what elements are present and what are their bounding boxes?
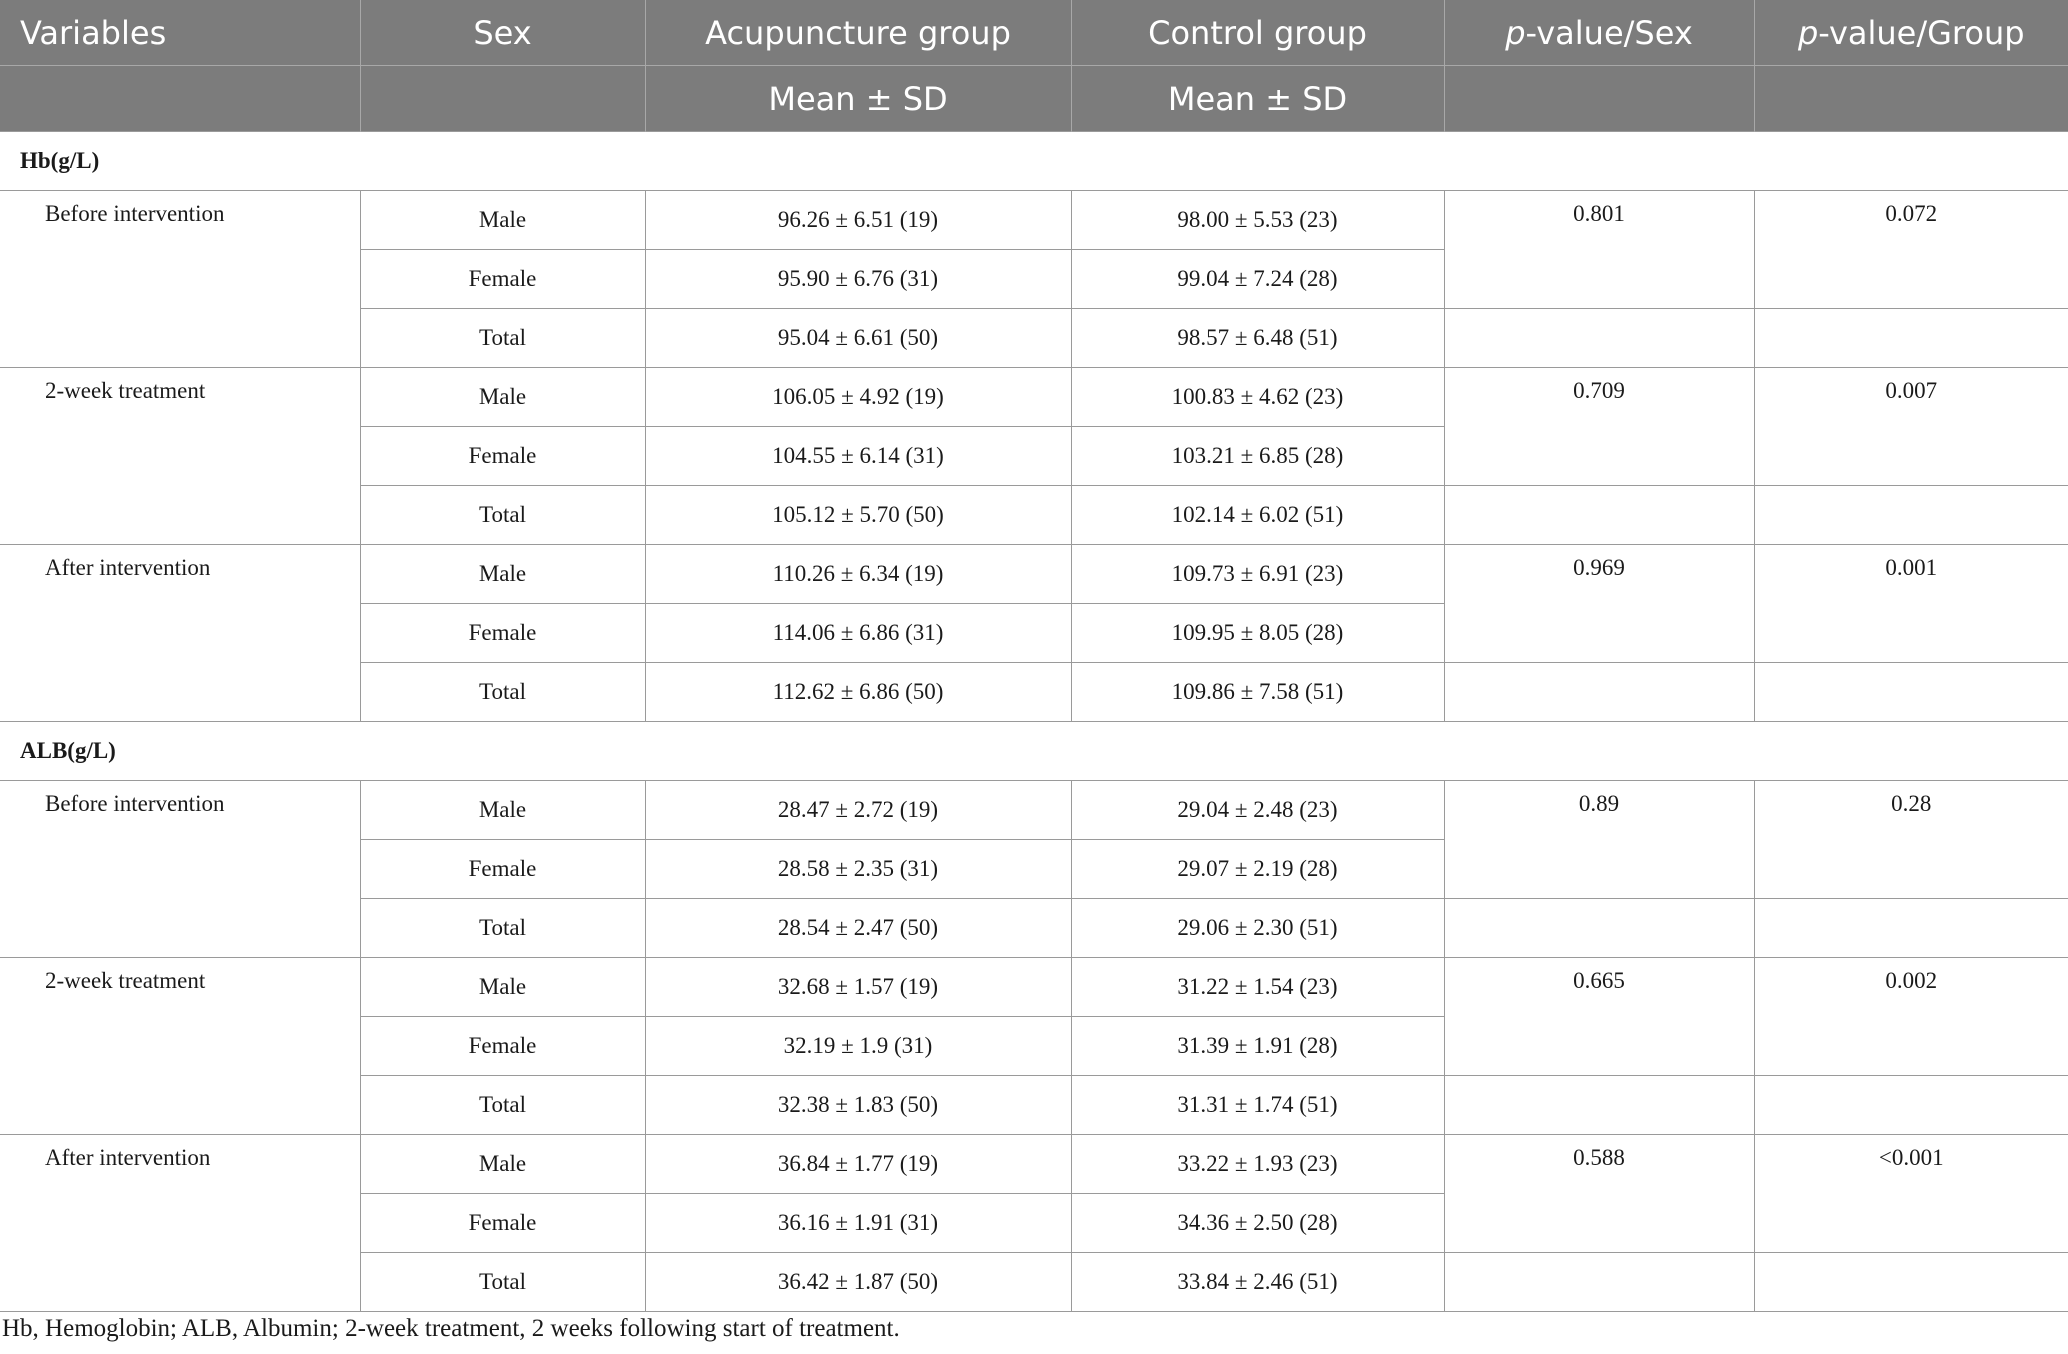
- sex-cell: Male: [360, 958, 645, 1017]
- control-value: 31.22 ± 1.54 (23): [1071, 958, 1444, 1017]
- header-control-mean-sd: Mean ± SD: [1071, 66, 1444, 132]
- control-value: 34.36 ± 2.50 (28): [1071, 1194, 1444, 1253]
- acupuncture-value: 32.68 ± 1.57 (19): [645, 958, 1071, 1017]
- sex-cell: Female: [360, 1194, 645, 1253]
- sex-cell: Total: [360, 663, 645, 722]
- table-header: [0, 0, 2068, 132]
- header-variables: Variables: [0, 0, 360, 66]
- timepoint-label: Before intervention: [0, 191, 360, 368]
- acupuncture-value: 28.47 ± 2.72 (19): [645, 781, 1071, 840]
- acupuncture-value: 28.58 ± 2.35 (31): [645, 840, 1071, 899]
- empty-cell: [1444, 309, 1754, 368]
- acupuncture-value: 96.26 ± 6.51 (19): [645, 191, 1071, 250]
- sex-cell: Female: [360, 604, 645, 663]
- acupuncture-value: 28.54 ± 2.47 (50): [645, 899, 1071, 958]
- acupuncture-value: 105.12 ± 5.70 (50): [645, 486, 1071, 545]
- control-value: 31.39 ± 1.91 (28): [1071, 1017, 1444, 1076]
- header-blank-5: [1444, 66, 1754, 132]
- empty-cell: [1754, 309, 2068, 368]
- sex-cell: Total: [360, 309, 645, 368]
- control-value: 33.22 ± 1.93 (23): [1071, 1135, 1444, 1194]
- timepoint-label: After intervention: [0, 545, 360, 722]
- empty-cell: [1754, 1253, 2068, 1312]
- acupuncture-value: 36.42 ± 1.87 (50): [645, 1253, 1071, 1312]
- p-value-sex: 0.969: [1444, 545, 1754, 663]
- p-value-sex: 0.665: [1444, 958, 1754, 1076]
- table-row: [0, 781, 2068, 840]
- p-value-sex: 0.709: [1444, 368, 1754, 486]
- acupuncture-value: 114.06 ± 6.86 (31): [645, 604, 1071, 663]
- header-sex: Sex: [360, 0, 645, 66]
- p-value-group: 0.072: [1754, 191, 2068, 309]
- sex-cell: Female: [360, 427, 645, 486]
- control-value: 33.84 ± 2.46 (51): [1071, 1253, 1444, 1312]
- empty-cell: [1444, 1253, 1754, 1312]
- control-value: 109.73 ± 6.91 (23): [1071, 545, 1444, 604]
- acupuncture-value: 32.19 ± 1.9 (31): [645, 1017, 1071, 1076]
- acupuncture-value: 106.05 ± 4.92 (19): [645, 368, 1071, 427]
- header-acupuncture-group: Acupuncture group: [645, 0, 1071, 66]
- sex-cell: Total: [360, 1253, 645, 1312]
- control-value: 31.31 ± 1.74 (51): [1071, 1076, 1444, 1135]
- acupuncture-value: 36.16 ± 1.91 (31): [645, 1194, 1071, 1253]
- sex-cell: Male: [360, 781, 645, 840]
- timepoint-label: 2-week treatment: [0, 368, 360, 545]
- control-value: 99.04 ± 7.24 (28): [1071, 250, 1444, 309]
- table-footnote: Hb, Hemoglobin; ALB, Albumin; 2-week treatment, 2 weeks following start of treatment.: [2, 1315, 900, 1342]
- sex-cell: Male: [360, 545, 645, 604]
- empty-cell: [1444, 899, 1754, 958]
- acupuncture-value: 110.26 ± 6.34 (19): [645, 545, 1071, 604]
- control-value: 109.86 ± 7.58 (51): [1071, 663, 1444, 722]
- section-row: [0, 722, 2068, 781]
- p-value-sex: 0.588: [1444, 1135, 1754, 1253]
- empty-cell: [1444, 1076, 1754, 1135]
- empty-cell: [1754, 663, 2068, 722]
- sex-cell: Female: [360, 250, 645, 309]
- empty-cell: [1754, 1076, 2068, 1135]
- acupuncture-value: 104.55 ± 6.14 (31): [645, 427, 1071, 486]
- control-value: 98.00 ± 5.53 (23): [1071, 191, 1444, 250]
- header-p-value-sex: [1444, 0, 1754, 66]
- sex-cell: Male: [360, 1135, 645, 1194]
- control-value: 103.21 ± 6.85 (28): [1071, 427, 1444, 486]
- header-p-value-group-rest: -value/Group: [1818, 13, 2025, 52]
- section-row: [0, 132, 2068, 191]
- sex-cell: Male: [360, 191, 645, 250]
- header-row-1: [0, 0, 2068, 66]
- table-row: [0, 191, 2068, 250]
- header-blank-2: [360, 66, 645, 132]
- header-control-group: Control group: [1071, 0, 1444, 66]
- empty-cell: [1754, 486, 2068, 545]
- header-blank-6: [1754, 66, 2068, 132]
- header-acupuncture-mean-sd: Mean ± SD: [645, 66, 1071, 132]
- acupuncture-value: 95.04 ± 6.61 (50): [645, 309, 1071, 368]
- table-row: [0, 545, 2068, 604]
- control-value: 102.14 ± 6.02 (51): [1071, 486, 1444, 545]
- p-value-group: <0.001: [1754, 1135, 2068, 1253]
- table-row: [0, 1135, 2068, 1194]
- sex-cell: Total: [360, 1076, 645, 1135]
- header-blank-1: [0, 66, 360, 132]
- control-value: 100.83 ± 4.62 (23): [1071, 368, 1444, 427]
- p-value-group: 0.28: [1754, 781, 2068, 899]
- sex-cell: Total: [360, 899, 645, 958]
- table-body: [0, 132, 2068, 1312]
- sex-cell: Total: [360, 486, 645, 545]
- empty-cell: [1444, 663, 1754, 722]
- table-row: [0, 958, 2068, 1017]
- header-p-value-group-p: p: [1797, 13, 1819, 52]
- header-p-value-sex-p: p: [1505, 13, 1526, 52]
- section-title: ALB(g/L): [0, 722, 2068, 781]
- p-value-sex: 0.801: [1444, 191, 1754, 309]
- timepoint-label: After intervention: [0, 1135, 360, 1312]
- p-value-group: 0.002: [1754, 958, 2068, 1076]
- timepoint-label: Before intervention: [0, 781, 360, 958]
- header-p-value-sex-rest: -value/Sex: [1525, 13, 1693, 52]
- control-value: 29.04 ± 2.48 (23): [1071, 781, 1444, 840]
- acupuncture-value: 95.90 ± 6.76 (31): [645, 250, 1071, 309]
- empty-cell: [1754, 899, 2068, 958]
- control-value: 29.06 ± 2.30 (51): [1071, 899, 1444, 958]
- control-value: 29.07 ± 2.19 (28): [1071, 840, 1444, 899]
- p-value-group: 0.001: [1754, 545, 2068, 663]
- acupuncture-value: 112.62 ± 6.86 (50): [645, 663, 1071, 722]
- acupuncture-value: 32.38 ± 1.83 (50): [645, 1076, 1071, 1135]
- sex-cell: Female: [360, 1017, 645, 1076]
- control-value: 98.57 ± 6.48 (51): [1071, 309, 1444, 368]
- header-p-value-group: [1754, 0, 2068, 66]
- sex-cell: Male: [360, 368, 645, 427]
- header-row-2: [0, 66, 2068, 132]
- p-value-sex: 0.89: [1444, 781, 1754, 899]
- p-value-group: 0.007: [1754, 368, 2068, 486]
- section-title: Hb(g/L): [0, 132, 2068, 191]
- acupuncture-value: 36.84 ± 1.77 (19): [645, 1135, 1071, 1194]
- timepoint-label: 2-week treatment: [0, 958, 360, 1135]
- table-row: [0, 368, 2068, 427]
- sex-cell: Female: [360, 840, 645, 899]
- control-value: 109.95 ± 8.05 (28): [1071, 604, 1444, 663]
- empty-cell: [1444, 486, 1754, 545]
